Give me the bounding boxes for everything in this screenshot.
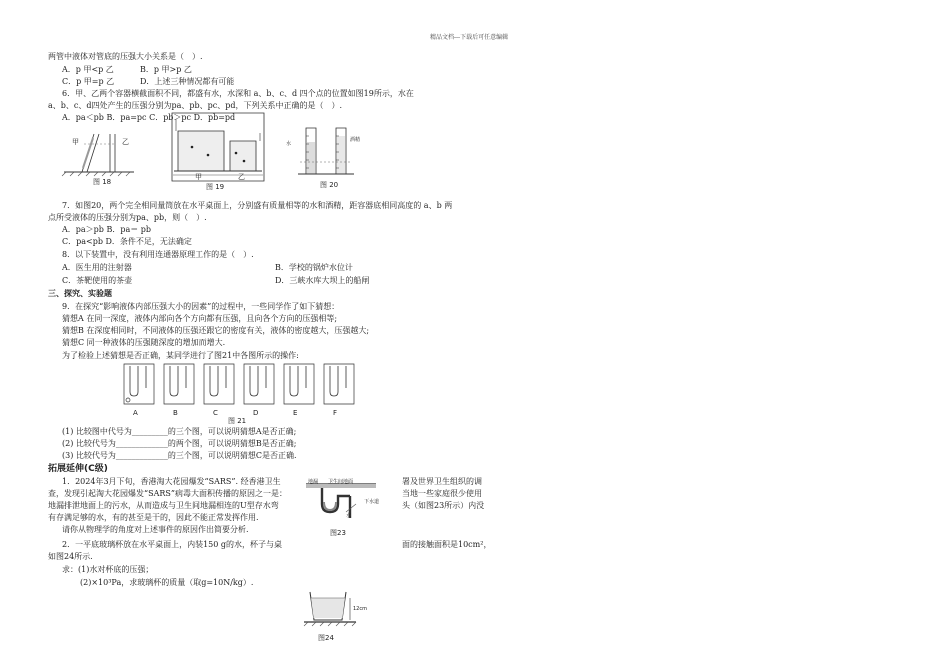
figure-20-caption: 图 20 [320,181,339,189]
manometer-c [204,364,234,404]
text-line: 当地一些家庭很少使用 [402,489,482,498]
text-line: (2)×10³Pa，求玻璃杯的质量（取g=10N/kg）. [80,578,254,587]
figure-24-caption: 图24 [318,634,334,642]
figure-23-label: 地漏 [308,479,319,485]
figure-18-label-yi: 乙 [122,138,129,146]
figure-21-label: C [213,409,218,417]
text-line: 头（如图23所示）内没 [402,501,485,510]
text-line: 两管中液体对管底的压强大小关系是（ ）. [48,52,203,61]
text-line: 为了检验上述猜想是否正确，某同学进行了图21中各图所示的操作: [62,351,299,360]
page-header: 精品文档---下载后可任意编辑 [430,34,509,41]
manometer-d [244,364,274,404]
manometer-f [324,364,354,404]
option-a: A．p 甲<p 乙 [62,65,114,74]
question-6: 6．甲、乙两个容器横截面积不同，都盛有水，水深和 a、b、c、d 四个点的位置如图19所示，水在 [62,89,414,98]
text-line: 请你从物理学的角度对上述事件的原因作出简要分析. [62,525,249,534]
figure-19-caption: 图 19 [206,183,225,191]
manometer-a [124,364,154,404]
figure-23-label: 卫生间地面 [328,479,354,485]
text-line: a、b、c、d四处产生的压强分别为pa、pb、pc、pd，下列关系中正确的是（ ）. [48,101,343,110]
figure-19-containers [172,113,264,181]
hypothesis-c: 猜想C 同一种液体的压强随深度的增加而增大. [62,338,226,347]
extension-question-2: 2．一平底玻璃杯放在水平桌面上，内装150 g的水，杯子与桌 [62,540,283,549]
manometer-e [284,364,314,404]
option-d: D．上述三种情况都有可能 [140,77,235,86]
figure-23-label: 水 [346,513,352,519]
extension-question-1: 1．2024年3月下旬，香港淘大花园爆发“SARS”. 经香港卫生 [62,477,281,486]
question-9: 9．在探究“影响液体内部压强大小的因素”的过程中，一些同学作了如下猜想： [62,302,340,311]
option-b: B．p 甲>p 乙 [140,65,192,74]
hypothesis-a: 猜想A 在同一深度，液体内部向各个方向都有压强，且向各个方向的压强相等; [62,314,338,323]
figure-20-label-water: 水 [286,141,292,147]
text-line: 点所受液体的压强分别为pa、pb，则（ ）. [48,213,207,222]
figure-21-label: F [333,409,338,417]
option-a: A．医生用的注射器 [62,263,132,272]
figure-21-manometers [118,362,358,408]
option-d: D．三峡水库大坝上的船闸 [275,276,370,285]
option-b: B．学校的锅炉水位计 [275,263,353,272]
text-line: 求：(1)水对杯底的压强； [62,565,154,574]
figure-21-label: A [133,409,138,417]
figure-24-glass-cup [300,588,360,628]
figure-18-tubes [60,128,140,174]
figure-21-label: D [253,409,259,417]
option-c: C．p 甲=p 乙 [62,77,115,86]
figure-21-label: B [173,409,178,417]
figure-19-label-jia: 甲 [195,173,202,181]
text-line: 查，发现引起淘大花园爆发“SARS”病毒大面积传播的原因之一是： [48,489,287,498]
question-9-part-3: (3) 比较代号为_____________的三个图，可以说明猜想C是否正确. [62,451,297,460]
manometer-b [164,364,194,404]
question-7: 7．如图20，两个完全相同量筒放在水平桌面上，分别盛有质量相等的水和酒精，距容器底相同高度的 a、b 两 [62,201,453,210]
figure-23-caption: 图23 [330,529,346,537]
text-line: 有存满足够的水，有的甚至是干的，因此不能正常发挥作用. [48,513,259,522]
question-9-part-1: (1) 比较图中代号为_________的三个图，可以说明猜想A是否正确; [62,427,297,436]
options-7-ab: A．pa＞pb B．pa＝ pb [62,225,152,234]
question-9-part-2: (2) 比较代号为_____________的两个图，可以说明猜想B是否正确; [62,439,297,448]
option-c: C．茶靶使用的茶壶 [62,276,133,285]
figure-18-label-jia: 甲 [72,138,79,146]
figure-24-height-label: 12cm [353,606,367,612]
question-8: 8．以下装置中，没有利用连通器原理工作的是（ ）. [62,250,254,259]
text-line: 署及世界卫生组织的调 [402,477,482,486]
options-6: A．pa＜pb B．pa=pc C．pb＞pc D．pb=pd [62,113,236,122]
figure-18-caption: 图 18 [93,178,112,186]
text-line: 面的接触面积是10cm²， [402,540,492,549]
figure-20-cylinders [298,126,354,178]
figure-19-label-yi: 乙 [238,173,245,181]
figure-23-label: 下水道 [364,499,380,505]
hypothesis-b: 猜想B 在深度相同时，不同液体的压强还跟它的密度有关，液体的密度越大，压强越大; [62,326,370,335]
options-7-cd: C．pa<pb D．条件不足，无法确定 [62,237,192,246]
figure-21-caption: 图 21 [228,417,247,425]
figure-21-label: E [293,409,298,417]
section-heading: 拓展延伸(C级) [48,464,108,474]
text-line: 如图24所示. [48,552,93,561]
figure-20-label-alcohol: 酒精 [350,137,361,143]
text-line: 地漏排泄地面上的污水，从而造成与卫生间地漏相连的U型存水弯 [48,501,279,510]
section-heading: 三、探究、实验题 [48,289,112,298]
